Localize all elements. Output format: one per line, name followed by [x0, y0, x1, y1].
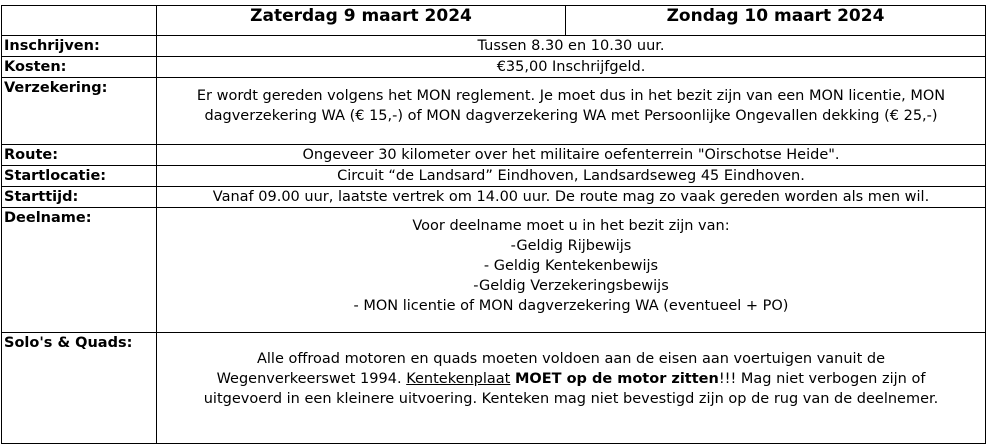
solos-line: uitgevoerd in een kleinere uitvoering. Kenteken mag niet bevestigd zijn op de rug van de deelnemer.	[203, 391, 939, 407]
header-day2: Zondag 10 maart 2024	[566, 6, 986, 36]
value-route: Ongeveer 30 kilometer over het militaire oefenterrein "Oirschotse Heide".	[157, 145, 986, 166]
value-starttijd: Vanaf 09.00 uur, laatste vertrek om 14.00 uur. De route mag zo vaak gereden worden als men wil.	[157, 187, 986, 208]
label-inschrijven: Inschrijven:	[2, 36, 157, 57]
label-solos-quads: Solo's & Quads:	[2, 333, 157, 444]
deelname-line: Voor deelname moet u in het bezit zijn van:	[412, 218, 730, 234]
row-verzekering	[2, 78, 986, 145]
solos-line: Alle offroad motoren en quads moeten voldoen aan de eisen aan voertuigen vanuit de	[256, 351, 886, 367]
row-deelname	[2, 208, 986, 333]
solos-line	[159, 369, 983, 389]
value-inschrijven: Tussen 8.30 en 10.30 uur.	[157, 36, 986, 57]
label-starttijd: Starttijd:	[2, 187, 157, 208]
row-startlocatie	[2, 166, 986, 187]
event-info-table	[1, 5, 986, 444]
moet-bold: MOET op de motor zitten	[514, 371, 719, 387]
kentekenplaat-underlined: Kentekenplaat	[406, 371, 511, 387]
row-inschrijven	[2, 36, 986, 57]
verzekering-line: dagverzekering WA (€ 15,-) of MON dagverzekering WA met Persoonlijke Ongevallen dekking (€ 25,-)	[204, 108, 938, 124]
row-solos-quads	[2, 333, 986, 444]
deelname-line: - Geldig Kentekenbewijs	[483, 258, 659, 274]
header-row	[2, 6, 986, 36]
deelname-line: -Geldig Verzekeringsbewijs	[473, 278, 669, 294]
value-solos-quads	[157, 333, 986, 444]
row-starttijd	[2, 187, 986, 208]
verzekering-line: Er wordt gereden volgens het MON reglement. Je moet dus in het bezit zijn van een MON licentie, MON	[196, 88, 946, 104]
value-deelname	[157, 208, 986, 333]
value-verzekering	[157, 78, 986, 145]
label-startlocatie: Startlocatie:	[2, 166, 157, 187]
deelname-line: -Geldig Rijbewijs	[510, 238, 632, 254]
header-empty-cell	[2, 6, 157, 36]
value-kosten: €35,00 Inschrijfgeld.	[157, 57, 986, 78]
label-kosten: Kosten:	[2, 57, 157, 78]
row-kosten	[2, 57, 986, 78]
header-day1: Zaterdag 9 maart 2024	[157, 6, 566, 36]
label-verzekering: Verzekering:	[2, 78, 157, 145]
deelname-line: - MON licentie of MON dagverzekering WA (eventueel + PO)	[353, 298, 789, 314]
value-startlocatie: Circuit “de Landsard” Eindhoven, Landsardseweg 45 Eindhoven.	[157, 166, 986, 187]
label-route: Route:	[2, 145, 157, 166]
solos-text: Wegenverkeerswet 1994.	[216, 371, 407, 387]
solos-text: !!! Mag niet verbogen zijn of	[718, 371, 926, 387]
row-route	[2, 145, 986, 166]
label-deelname: Deelname:	[2, 208, 157, 333]
